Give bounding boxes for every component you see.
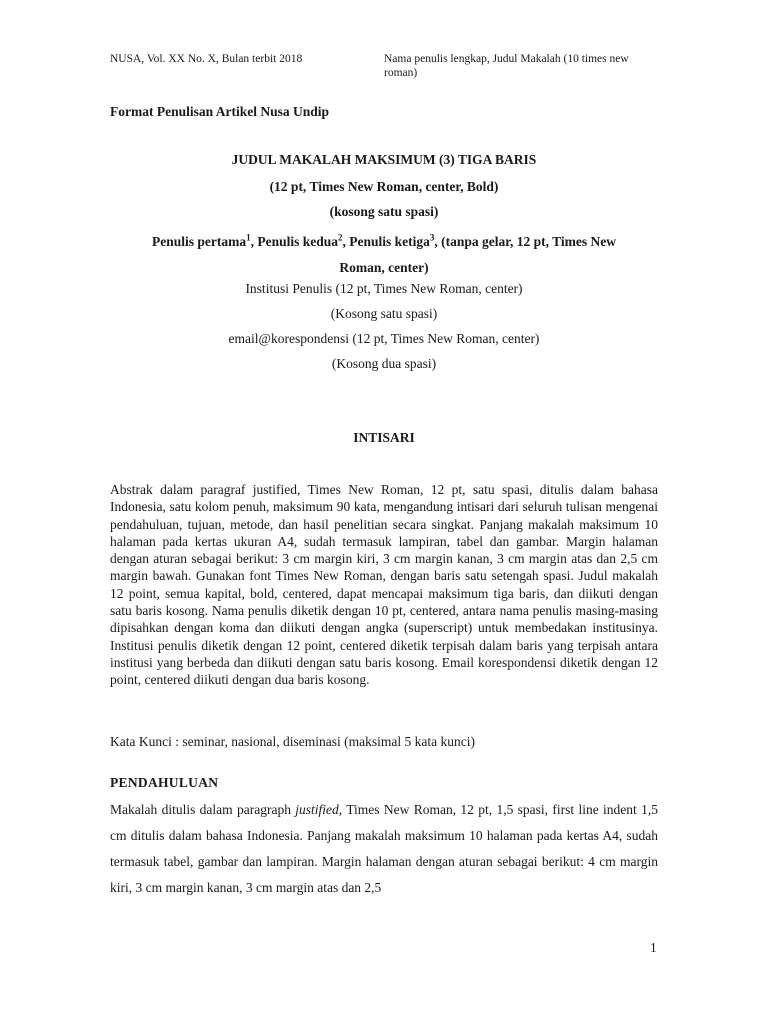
institution-line: Institusi Penulis (12 pt, Times New Roman, center): [245, 281, 523, 296]
author-note: , (tanpa gelar, 12 pt, Times New: [434, 234, 617, 249]
paper-title-note: (12 pt, Times New Roman, center, Bold): [269, 179, 499, 194]
keywords-line: Kata Kunci : seminar, nasional, diseminasi (maksimal 5 kata kunci): [110, 734, 475, 749]
author-first: Penulis pertama: [151, 234, 247, 249]
author-second: , Penulis kedua: [250, 234, 338, 249]
author-line: [110, 229, 658, 281]
author-note-continued: Roman, center): [339, 260, 429, 275]
format-title: Format Penulisan Artikel Nusa Undip: [110, 104, 330, 119]
abstract-heading: INTISARI: [353, 430, 415, 445]
page-number: 1: [650, 940, 657, 955]
running-header-author: Nama penulis lengkap, Judul Makalah (10 times new roman): [384, 53, 629, 79]
author-first-sup: 1: [246, 232, 251, 243]
abstract-paragraph: Abstrak dalam paragraf justified, Times New Roman, 12 pt, satu spasi, ditulis dalam bahasa Indonesia, satu kolom penuh, maksimum 90 kata, mengandung intisari dari seluruh tulisan mengenai pendahuluan, tujuan, metode, dan hasil penelitian secara singkat. Panjang makalah maksimum 10 halaman pada kertas ukuran A4, sudah termasuk lampiran, tabel dan gambar. Margin halaman dengan aturan sebagai berikut: 3 cm margin kiri, 3 cm margin kanan, 3 cm margin atas dan 2,5 cm margin bawah. Gunakan font Times New Roman, dengan baris satu setengah spasi. Judul makalah 12 point, semua kapital, bold, centered, dapat mencapai maksimum tiga baris, dan diikuti dengan satu baris kosong. Nama penulis diketik dengan 10 pt, centered, antara nama penulis masing-masing dipisahkan dengan koma dan diikuti dengan angka (superscript) untuk membedakan institusinya. Institusi penulis diketik dengan 12 point, centered diketik terpisah dalam baris yang terpisah antara institusi yang berbeda dan diikuti dengan satu baris kosong. Email korespondensi diketik dengan 12 point, centered diikuti dengan dua baris kosong.: [110, 482, 658, 688]
intro-text-rest: , Times New Roman, 12 pt, 1,5 spasi, first line indent 1,5 cm ditulis dalam bahasa Indonesia. Panjang makalah maksimum 10 halaman pada kertas A4, sudah termasuk tabel, gambar dan lampiran. Margin halaman dengan aturan sebagai berikut: 4 cm margin kiri, 3 cm margin kanan, 3 cm margin atas dan 2,5: [110, 802, 658, 895]
spacing-note-institution: (Kosong satu spasi): [330, 306, 438, 321]
email-line: email@korespondensi (12 pt, Times New Roman, center): [228, 331, 540, 346]
paper-title: JUDUL MAKALAH MAKSIMUM (3) TIGA BARIS: [231, 152, 537, 167]
introduction-heading: PENDAHULUAN: [110, 775, 219, 790]
running-header-journal: NUSA, Vol. XX No. X, Bulan terbit 2018: [110, 53, 303, 65]
spacing-note: (kosong satu spasi): [329, 204, 439, 219]
intro-text-start: Makalah ditulis dalam paragraph: [110, 802, 296, 817]
intro-text-italic: justified: [295, 802, 339, 817]
introduction-paragraph: [110, 797, 658, 901]
spacing-note-email: (Kosong dua spasi): [331, 356, 437, 371]
author-third: , Penulis ketiga: [342, 234, 430, 249]
author-third-sup: 3: [429, 232, 435, 243]
author-second-sup: 2: [338, 232, 343, 243]
